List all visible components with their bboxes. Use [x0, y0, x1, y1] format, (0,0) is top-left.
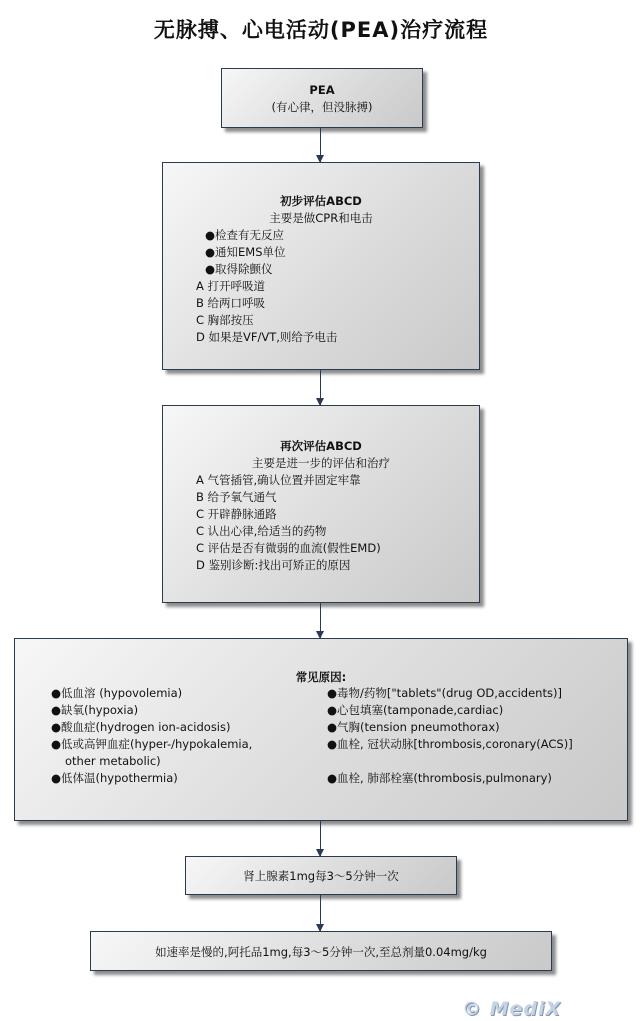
causes-right-column — [327, 685, 573, 787]
arrow-5 — [320, 895, 321, 931]
cause-item: ●气胸(tension pneumothorax) — [327, 720, 500, 734]
initial-assessment-subtitle: 主要是做CPR和电击 — [269, 211, 373, 225]
cause-item: ●心包填塞(tamponade,cardiac) — [327, 703, 504, 717]
common-causes-title: 常见原因: — [295, 670, 347, 684]
initial-step: D 如果是VF/VT,则给予电击 — [196, 330, 338, 344]
arrow-4 — [320, 821, 321, 856]
initial-bullet: ●检查有无反应 — [205, 228, 285, 242]
secondary-assessment-subtitle: 主要是进一步的评估和治疗 — [252, 456, 390, 470]
cause-item: ●毒物/药物["tablets"(drug OD,accidents)] — [327, 686, 562, 700]
initial-bullet: ●通知EMS单位 — [205, 245, 286, 259]
secondary-step: C 认出心律,给适当的药物 — [196, 524, 327, 538]
initial-step: A 打开呼吸道 — [196, 279, 266, 293]
pea-box-subtitle: (有心律，但没脉搏) — [271, 100, 373, 114]
initial-step: B 给两口呼吸 — [196, 296, 266, 310]
cause-item: ●缺氧(hypoxia) — [51, 703, 139, 717]
causes-left-column — [51, 685, 252, 787]
cause-item: ●血栓, 冠状动脉[thrombosis,coronary(ACS)] — [327, 737, 573, 751]
initial-bullet: ●取得除颤仪 — [205, 262, 273, 276]
secondary-step: C 开辟静脉通路 — [196, 507, 277, 521]
common-causes-box — [14, 638, 628, 821]
cause-item: ●血栓, 肺部栓塞(thrombosis,pulmonary) — [327, 771, 552, 785]
atropine-box — [90, 931, 552, 971]
epinephrine-text: 肾上腺素1mg每3～5分钟一次 — [243, 869, 399, 883]
pea-box-title: PEA — [309, 83, 335, 97]
arrow-3 — [320, 603, 321, 638]
secondary-assessment-box — [162, 405, 480, 603]
cause-item: ●低体温(hypothermia) — [51, 771, 178, 785]
initial-step: C 胸部按压 — [196, 313, 254, 327]
secondary-step: B 给予氧气通气 — [196, 490, 277, 504]
secondary-step: D 鉴别诊断:找出可矫正的原因 — [196, 558, 351, 572]
cause-item: ●酸血症(hydrogen ion-acidosis) — [51, 720, 231, 734]
cause-item: ●低血溶 (hypovolemia) — [51, 686, 183, 700]
secondary-step: A 气管插管,确认位置并固定牢靠 — [196, 473, 361, 487]
page-title: 无脉搏、心电活动(PEA)治疗流程 — [153, 18, 489, 42]
initial-assessment-box — [162, 162, 480, 370]
secondary-step: C 评估是否有微弱的血流(假性EMD) — [196, 541, 381, 555]
cause-item-continuation: other metabolic) — [65, 754, 161, 768]
initial-assessment-title: 初步评估ABCD — [280, 194, 362, 208]
epinephrine-box — [185, 856, 457, 895]
watermark-logo: © MediX — [462, 998, 562, 1020]
cause-item: ●低或高钾血症(hyper-/hypokalemia, — [51, 737, 253, 751]
pea-box — [221, 68, 423, 128]
atropine-text: 如速率是慢的,阿托品1mg,每3～5分钟一次,至总剂量0.04mg/kg — [155, 945, 487, 959]
arrow-2 — [320, 370, 321, 405]
secondary-assessment-title: 再次评估ABCD — [280, 439, 362, 453]
arrow-1 — [320, 128, 321, 162]
